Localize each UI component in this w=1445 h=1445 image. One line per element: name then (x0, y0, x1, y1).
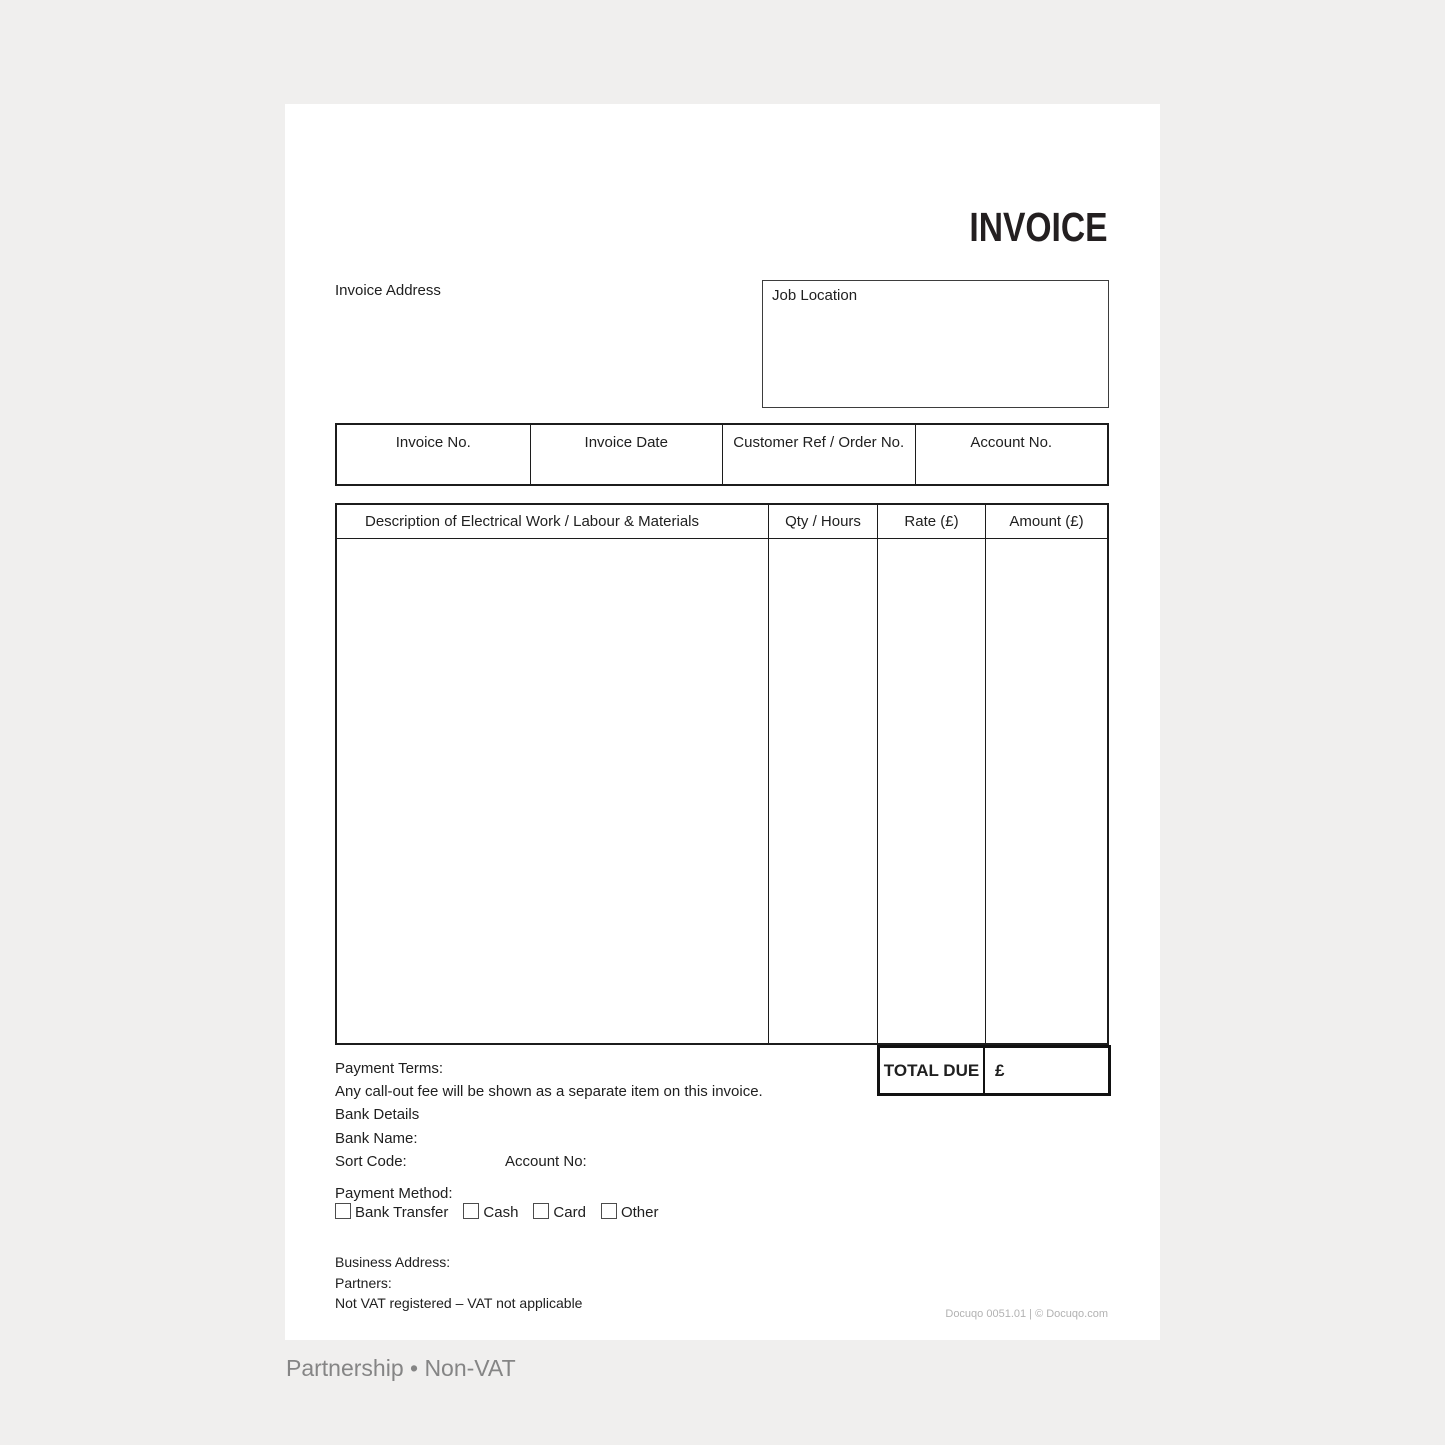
doc-ref: Docuqo 0051.01 | © Docuqo.com (945, 1308, 1108, 1320)
job-location-box[interactable] (762, 280, 1109, 408)
items-header-qty-hours: Qty / Hours (768, 505, 877, 539)
total-due-label: TOTAL DUE (880, 1048, 985, 1093)
card-label: Card (553, 1204, 586, 1221)
total-due-value-cell[interactable] (985, 1048, 1108, 1093)
items-body-amount-column[interactable] (985, 539, 1107, 1043)
payment-method-other[interactable] (601, 1204, 659, 1221)
other-label: Other (620, 1204, 659, 1221)
payment-terms-label: Payment Terms: (335, 1060, 444, 1077)
items-header-rate: Rate (£) (877, 505, 985, 539)
invoice-sheet (285, 104, 1160, 1340)
items-table (335, 503, 1109, 1045)
invoice-no-cell[interactable] (337, 425, 530, 484)
customer-ref-label: Customer Ref / Order No. (733, 434, 905, 451)
variant-caption: Partnership • Non-VAT (286, 1355, 516, 1381)
checkbox-other-icon[interactable] (601, 1203, 617, 1219)
business-address-label: Business Address: (335, 1254, 451, 1270)
payment-method-card[interactable] (533, 1204, 586, 1221)
payment-method-bank-transfer[interactable] (335, 1204, 448, 1221)
bank-details-heading: Bank Details (335, 1106, 420, 1123)
invoice-meta-table (335, 423, 1109, 486)
invoice-date-label: Invoice Date (584, 434, 668, 451)
items-header-amount: Amount (£) (985, 505, 1107, 539)
job-location-label: Job Location (772, 287, 858, 304)
payment-method-row (335, 1204, 673, 1221)
currency-symbol: £ (995, 1060, 1005, 1080)
checkbox-card-icon[interactable] (533, 1203, 549, 1219)
invoice-title: INVOICE (969, 204, 1108, 250)
checkbox-cash-icon[interactable] (463, 1203, 479, 1219)
vat-note: Not VAT registered – VAT not applicable (335, 1295, 583, 1311)
items-body-rate-column[interactable] (877, 539, 985, 1043)
items-body-qty-hours-column[interactable] (768, 539, 877, 1043)
invoice-no-label: Invoice No. (395, 434, 471, 451)
account-no-cell[interactable] (915, 425, 1108, 484)
account-no-field-label: Account No: (505, 1153, 587, 1170)
invoice-date-cell[interactable] (530, 425, 723, 484)
account-no-label: Account No. (970, 434, 1053, 451)
bank-name-label: Bank Name: (335, 1130, 418, 1147)
items-body-description-column[interactable] (337, 539, 768, 1043)
checkbox-bank-transfer-icon[interactable] (335, 1203, 351, 1219)
payment-method-label: Payment Method: (335, 1185, 453, 1202)
invoice-address-label: Invoice Address (335, 282, 441, 299)
callout-fee-note: Any call-out fee will be shown as a separate item on this invoice. (335, 1083, 763, 1100)
cash-label: Cash (483, 1204, 519, 1221)
items-header-description: Description of Electrical Work / Labour & Materials (337, 505, 768, 539)
bank-transfer-label: Bank Transfer (355, 1204, 449, 1221)
payment-method-cash[interactable] (463, 1204, 518, 1221)
sort-code-label: Sort Code: (335, 1153, 407, 1170)
partners-label: Partners: (335, 1275, 392, 1291)
customer-ref-cell[interactable] (722, 425, 915, 484)
total-due-row (877, 1045, 1111, 1096)
